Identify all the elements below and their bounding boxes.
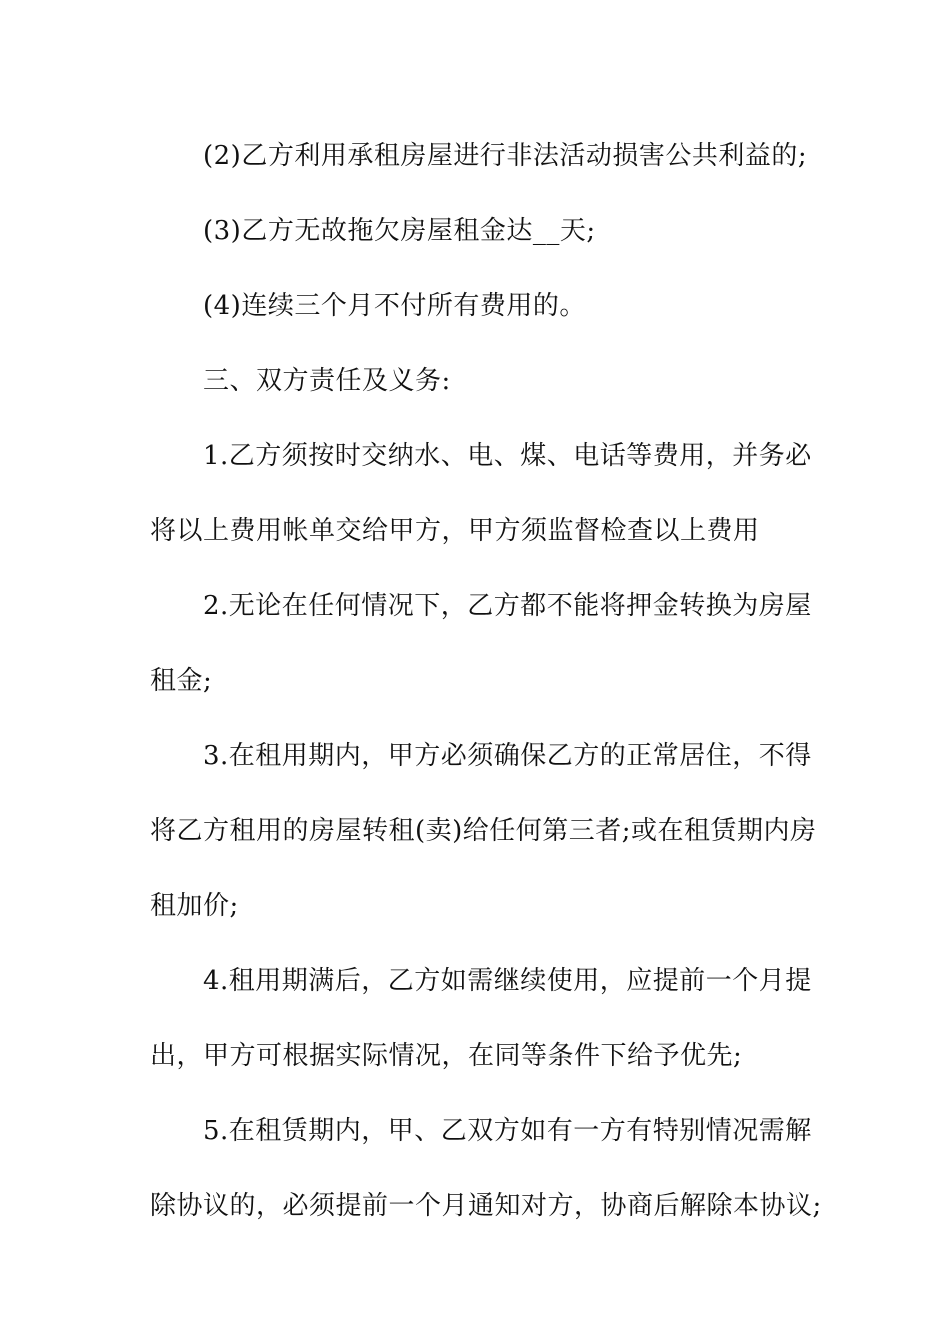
item-2-line-1: 2.无论在任何情况下，乙方都不能将押金转换为房屋 <box>203 591 812 621</box>
item-5-line-1: 5.在租赁期内，甲、乙双方如有一方有特别情况需解 <box>203 1116 812 1146</box>
item-2-line-2: 租金; <box>150 666 213 696</box>
item-3-line-1: 3.在租用期内，甲方必须确保乙方的正常居住，不得 <box>203 741 812 771</box>
item-3-line-2: 将乙方租用的房屋转租(卖)给任何第三者;或在租赁期内房 <box>150 816 817 846</box>
item-1-line-1: 1.乙方须按时交纳水、电、煤、电话等费用，并务必 <box>203 441 812 471</box>
item-5-line-2: 除协议的，必须提前一个月通知对方，协商后解除本协议; <box>150 1191 822 1221</box>
item-4-line-1: 4.租用期满后，乙方如需继续使用，应提前一个月提 <box>203 966 812 996</box>
clause-4-line: (4)连续三个月不付所有费用的。 <box>203 291 586 321</box>
section-heading: 三、双方责任及义务: <box>203 366 451 396</box>
clause-3-line: (3)乙方无故拖欠房屋租金达__天; <box>203 216 596 246</box>
item-1-line-2: 将以上费用帐单交给甲方，甲方须监督检查以上费用 <box>150 516 760 546</box>
clause-2-line: (2)乙方利用承租房屋进行非法活动损害公共利益的; <box>203 141 808 171</box>
item-4-line-2: 出，甲方可根据实际情况，在同等条件下给予优先; <box>150 1041 743 1071</box>
item-3-line-3: 租加价; <box>150 891 239 921</box>
